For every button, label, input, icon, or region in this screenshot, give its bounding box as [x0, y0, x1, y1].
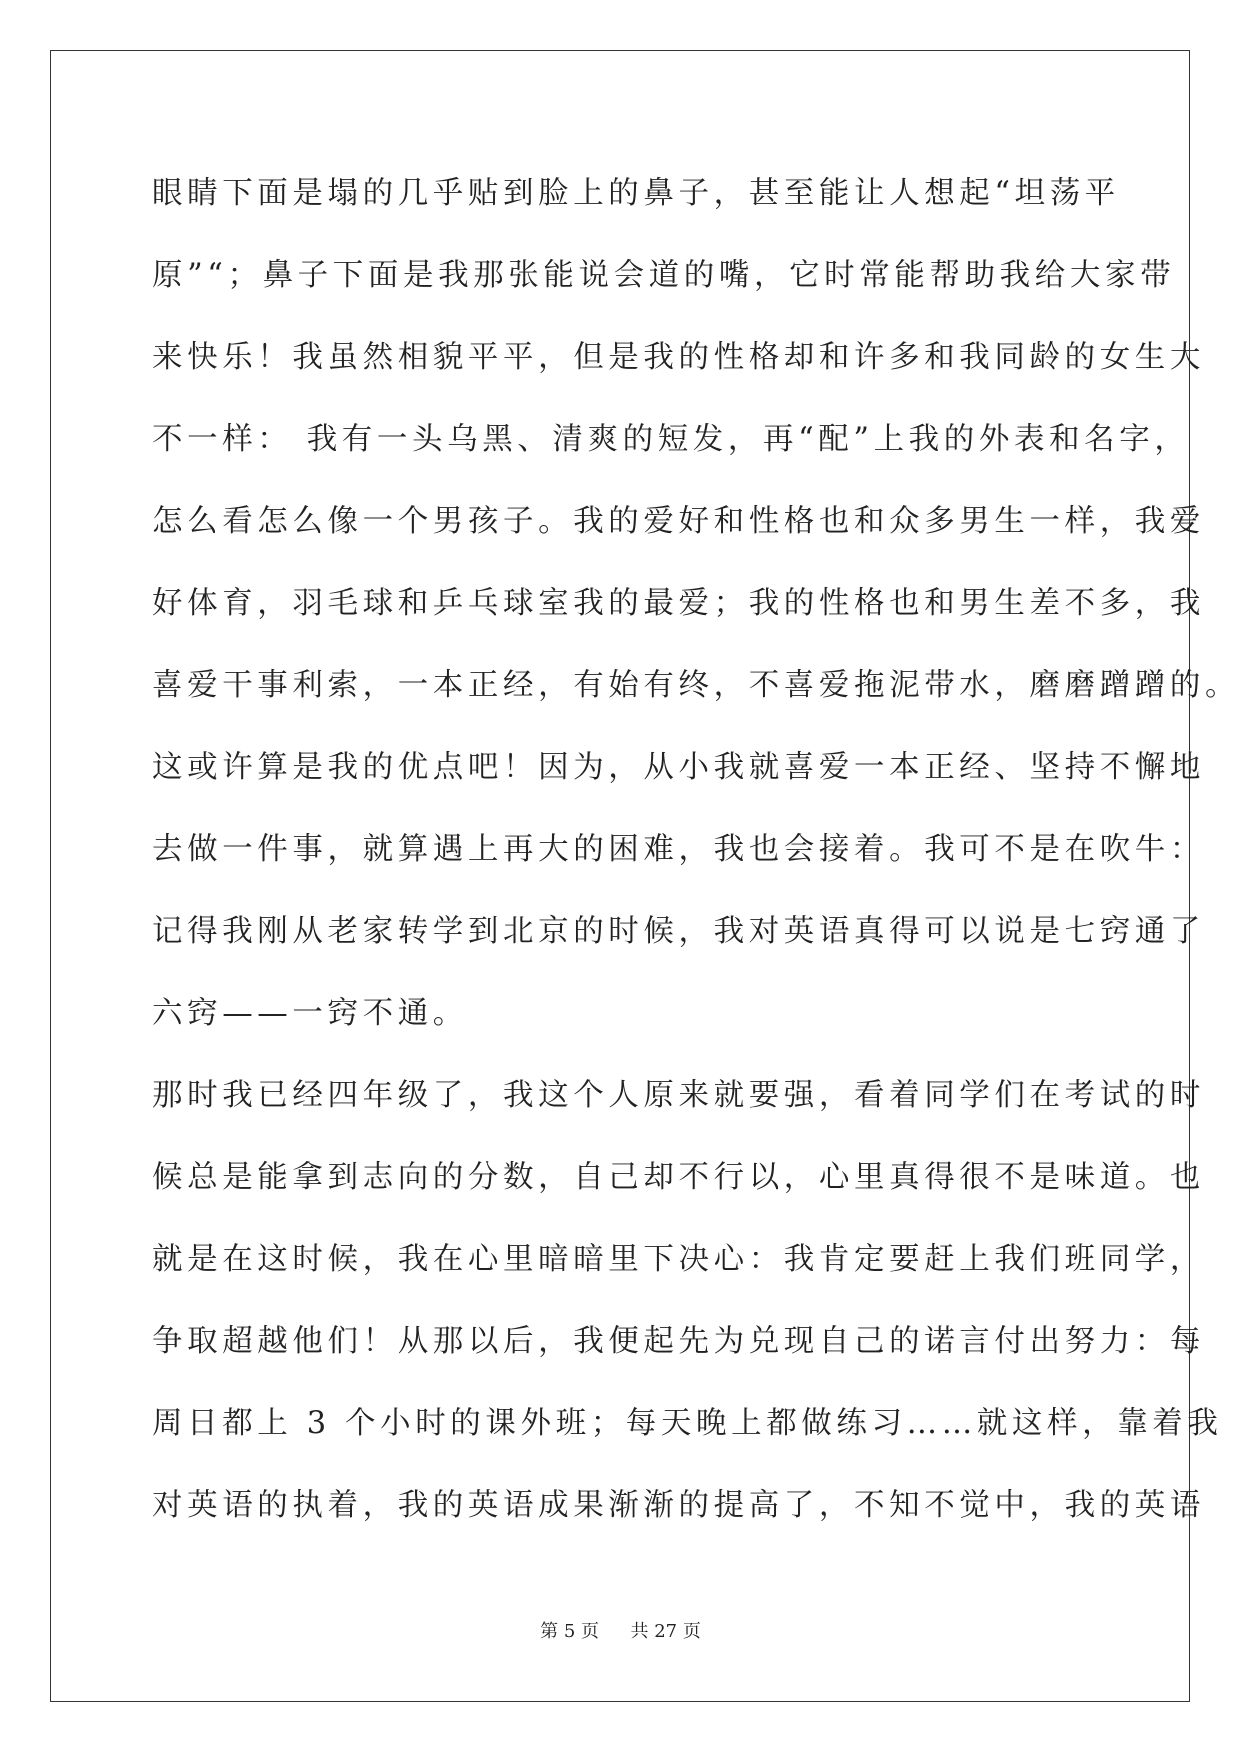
text-line: 就是在这时候，我在心里暗暗里下决心：我肯定要赶上我们班同学，: [152, 1242, 1205, 1277]
text-line: 记得我刚从老家转学到北京的时候，我对英语真得可以说是七窍通了: [152, 914, 1205, 949]
text-line: 对英语的执着，我的英语成果渐渐的提高了，不知不觉中，我的英语: [152, 1488, 1205, 1523]
text-line: 好体育，羽毛球和乒乓球室我的最爱；我的性格也和男生差不多，我: [152, 586, 1205, 621]
current-page-number: 第 5 页: [540, 1621, 600, 1642]
total-pages: 共 27 页: [630, 1621, 701, 1642]
text-line: 这或许算是我的优点吧！因为，从小我就喜爱一本正经、坚持不懈地: [152, 750, 1205, 785]
text-line: 去做一件事，就算遇上再大的困难，我也会接着。我可不是在吹牛：: [152, 832, 1205, 867]
text-line: 不一样： 我有一头乌黑、清爽的短发，再“配”上我的外表和名字，: [152, 422, 1190, 457]
text-line: 喜爱干事利索，一本正经，有始有终，不喜爱拖泥带水，磨磨蹭蹭的。: [152, 668, 1241, 703]
text-line: 争取超越他们！从那以后，我便起先为兑现自己的诺言付出努力：每: [152, 1324, 1205, 1359]
text-line: 来快乐！我虽然相貌平平，但是我的性格却和许多和我同龄的女生大: [152, 340, 1205, 375]
text-line: 周日都上 3 个小时的课外班；每天晚上都做练习……就这样，靠着我: [152, 1406, 1223, 1441]
body-text: [152, 164, 1241, 1558]
text-line: 六窍——一窍不通。: [152, 996, 468, 1031]
text-line: 原”“；鼻子下面是我那张能说会道的嘴，它时常能帮助我给大家带: [152, 258, 1176, 293]
text-line: 眼睛下面是塌的几乎贴到脸上的鼻子，甚至能让人想起“坦荡平: [152, 176, 1120, 211]
text-line: 候总是能拿到志向的分数，自己却不行以，心里真得很不是味道。也: [152, 1160, 1205, 1195]
page-footer: [0, 1617, 1241, 1643]
text-line: 那时我已经四年级了，我这个人原来就要强，看着同学们在考试的时: [152, 1078, 1205, 1113]
text-line: 怎么看怎么像一个男孩子。我的爱好和性格也和众多男生一样，我爱: [152, 504, 1205, 539]
